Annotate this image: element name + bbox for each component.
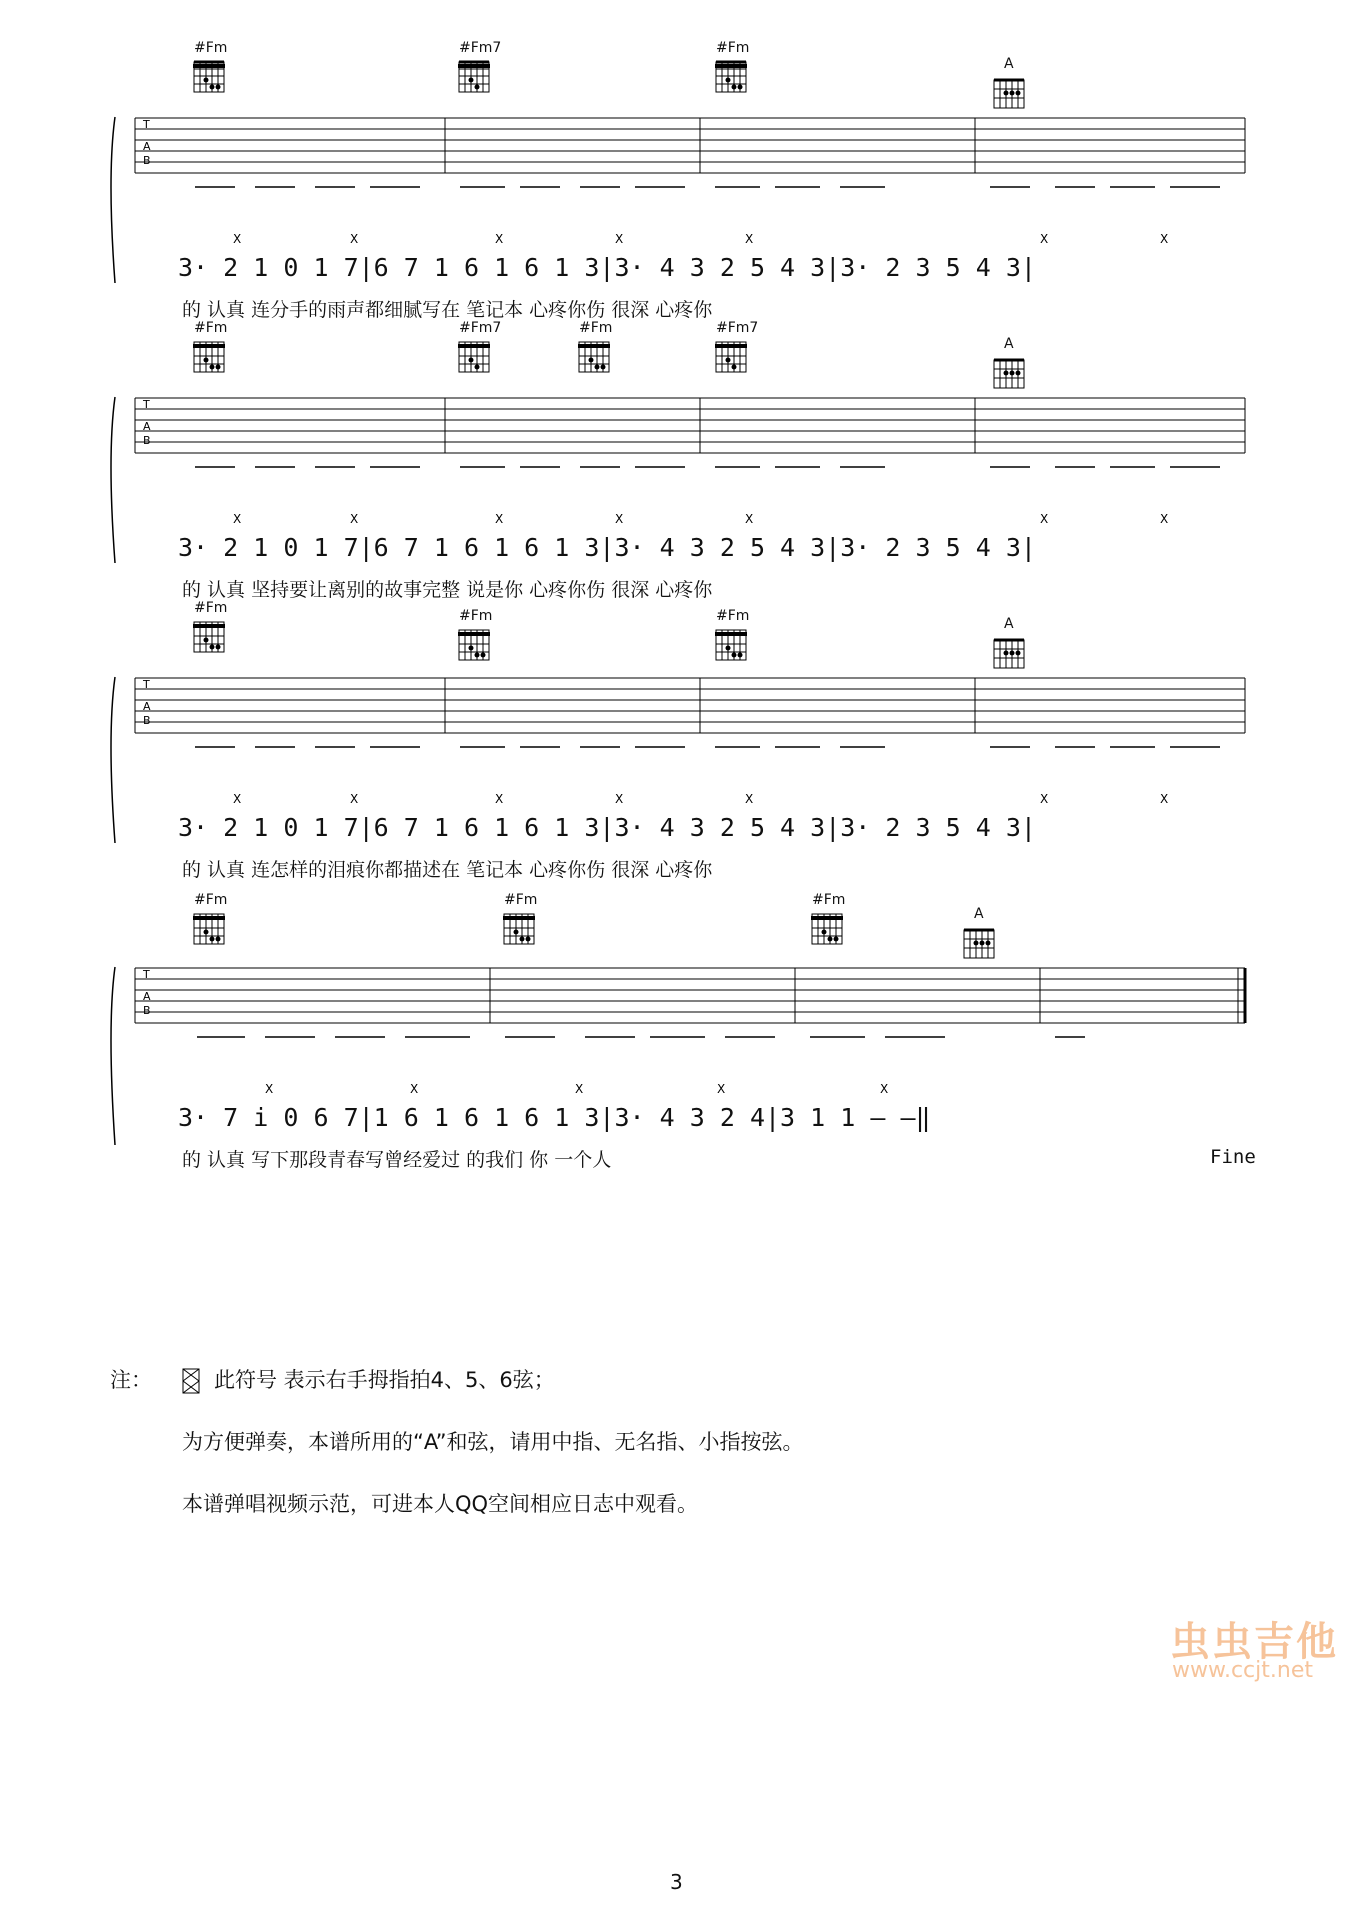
chord-name: #Fm bbox=[716, 40, 750, 56]
tab-staff bbox=[105, 395, 1255, 526]
svg-text:X: X bbox=[410, 1082, 419, 1096]
system-3 bbox=[0, 590, 1364, 881]
tab-staff bbox=[105, 675, 1255, 806]
svg-text:X: X bbox=[745, 792, 754, 806]
lyrics-line: 的 认真 连怎样的泪痕你都描述在 笔记本 心疼你伤 很深 心疼你 bbox=[182, 859, 713, 881]
chord-grid-icon bbox=[190, 60, 230, 96]
svg-text:X: X bbox=[495, 512, 504, 526]
chord-grid-icon bbox=[575, 340, 615, 376]
chord-grid-icon bbox=[190, 620, 230, 656]
svg-text:X: X bbox=[1040, 512, 1049, 526]
chord-name: #Fm bbox=[504, 892, 538, 908]
svg-text:X: X bbox=[1160, 792, 1169, 806]
chord-name: #Fm7 bbox=[459, 320, 502, 336]
chord-name: #Fm bbox=[194, 40, 228, 56]
svg-text:X: X bbox=[350, 512, 359, 526]
watermark-url: www.ccjt.net bbox=[1172, 1658, 1313, 1683]
chord-grid-icon bbox=[455, 340, 495, 376]
notes-line-3: 本谱弹唱视频示范，可进本人QQ空间相应日志中观看。 bbox=[182, 1492, 699, 1516]
svg-text:X: X bbox=[575, 1082, 584, 1096]
tab-label-b: B bbox=[143, 1004, 151, 1017]
chord-name: #Fm bbox=[459, 608, 493, 624]
watermark-logo: 虫虫吉他 bbox=[1170, 1619, 1338, 1665]
jianpu-notation: 3· 2 1 0 1 7|6 7 1 6 1 6 1 3|3· 4 3 2 5 4 3|3· 2 3 5 4 3| bbox=[178, 253, 1036, 282]
chord-grid-icon bbox=[990, 356, 1030, 392]
lyrics-line: 的 认真 写下那段青春写曾经爱过 的我们 你 一个人 bbox=[182, 1149, 612, 1171]
svg-text:X: X bbox=[615, 792, 624, 806]
thumb-strike-icon bbox=[182, 1368, 200, 1394]
svg-text:X: X bbox=[615, 512, 624, 526]
svg-text:X: X bbox=[350, 232, 359, 246]
chord-grid-icon bbox=[990, 76, 1030, 112]
chord-name: #Fm bbox=[579, 320, 613, 336]
svg-text:X: X bbox=[880, 1082, 889, 1096]
system-2 bbox=[0, 310, 1364, 601]
chord-grid-icon bbox=[960, 926, 1000, 962]
system-1 bbox=[0, 30, 1364, 321]
svg-text:X: X bbox=[495, 792, 504, 806]
lyrics-line: 的 认真 连分手的雨声都细腻写在 笔记本 心疼你伤 很深 心疼你 bbox=[182, 299, 713, 321]
svg-text:X: X bbox=[233, 512, 242, 526]
chord-grid-icon bbox=[808, 912, 848, 948]
notes-line-2: 为方便弹奏，本谱所用的“A”和弦，请用中指、无名指、小指按弦。 bbox=[182, 1430, 804, 1454]
tab-label-a: A bbox=[143, 420, 151, 433]
chord-name: #Fm7 bbox=[716, 320, 759, 336]
jianpu-notation: 3· 7 i 0 6 7|1 6 1 6 1 6 1 3|3· 4 3 2 4|3 1 1 – –‖ bbox=[178, 1103, 931, 1132]
jianpu-notation: 3· 2 1 0 1 7|6 7 1 6 1 6 1 3|3· 4 3 2 5 4 3|3· 2 3 5 4 3| bbox=[178, 533, 1036, 562]
tab-label-b: B bbox=[143, 714, 151, 727]
svg-text:X: X bbox=[1040, 792, 1049, 806]
svg-text:X: X bbox=[233, 792, 242, 806]
chord-name: #Fm bbox=[194, 892, 228, 908]
chord-grid-icon bbox=[500, 912, 540, 948]
svg-text:X: X bbox=[1040, 232, 1049, 246]
chord-grid-icon bbox=[190, 340, 230, 376]
chord-name: A bbox=[974, 906, 984, 922]
chord-name: A bbox=[1004, 336, 1014, 352]
tab-label-a: A bbox=[143, 140, 151, 153]
svg-text:X: X bbox=[1160, 232, 1169, 246]
tab-staff bbox=[105, 965, 1255, 1096]
tab-label-b: B bbox=[143, 434, 151, 447]
system-4 bbox=[0, 870, 1364, 1180]
svg-text:X: X bbox=[1160, 512, 1169, 526]
tab-label-t: T bbox=[143, 678, 150, 691]
chord-name: #Fm bbox=[194, 320, 228, 336]
svg-text:X: X bbox=[745, 232, 754, 246]
svg-text:X: X bbox=[350, 792, 359, 806]
lyrics-line: 的 认真 坚持要让离别的故事完整 说是你 心疼你伤 很深 心疼你 bbox=[182, 579, 713, 601]
chord-name: #Fm bbox=[716, 608, 750, 624]
chord-name: A bbox=[1004, 616, 1014, 632]
chord-name: #Fm bbox=[194, 600, 228, 616]
jianpu-notation: 3· 2 1 0 1 7|6 7 1 6 1 6 1 3|3· 4 3 2 5 4 3|3· 2 3 5 4 3| bbox=[178, 813, 1036, 842]
chord-grid-icon bbox=[455, 60, 495, 96]
notes-line-1: 此符号 表示右手拇指拍4、5、6弦； bbox=[214, 1368, 555, 1392]
chord-grid-icon bbox=[712, 60, 752, 96]
chord-name: #Fm bbox=[812, 892, 846, 908]
notes-prefix: 注： bbox=[110, 1368, 152, 1392]
chord-grid-icon bbox=[990, 636, 1030, 672]
svg-text:X: X bbox=[717, 1082, 726, 1096]
tab-label-a: A bbox=[143, 700, 151, 713]
chord-name: #Fm7 bbox=[459, 40, 502, 56]
svg-text:X: X bbox=[495, 232, 504, 246]
svg-text:X: X bbox=[233, 232, 242, 246]
chord-grid-icon bbox=[712, 628, 752, 664]
page-number: 3 bbox=[670, 1870, 683, 1894]
tab-label-b: B bbox=[143, 154, 151, 167]
svg-text:X: X bbox=[745, 512, 754, 526]
chord-grid-icon bbox=[190, 912, 230, 948]
svg-text:X: X bbox=[265, 1082, 274, 1096]
tab-label-t: T bbox=[143, 118, 150, 131]
fine-marker: Fine bbox=[1210, 1146, 1256, 1168]
tab-staff bbox=[105, 115, 1255, 246]
chord-grid-icon bbox=[712, 340, 752, 376]
chord-grid-icon bbox=[455, 628, 495, 664]
tab-label-a: A bbox=[143, 990, 151, 1003]
svg-text:X: X bbox=[615, 232, 624, 246]
tab-label-t: T bbox=[143, 968, 150, 981]
chord-name: A bbox=[1004, 56, 1014, 72]
tab-label-t: T bbox=[143, 398, 150, 411]
